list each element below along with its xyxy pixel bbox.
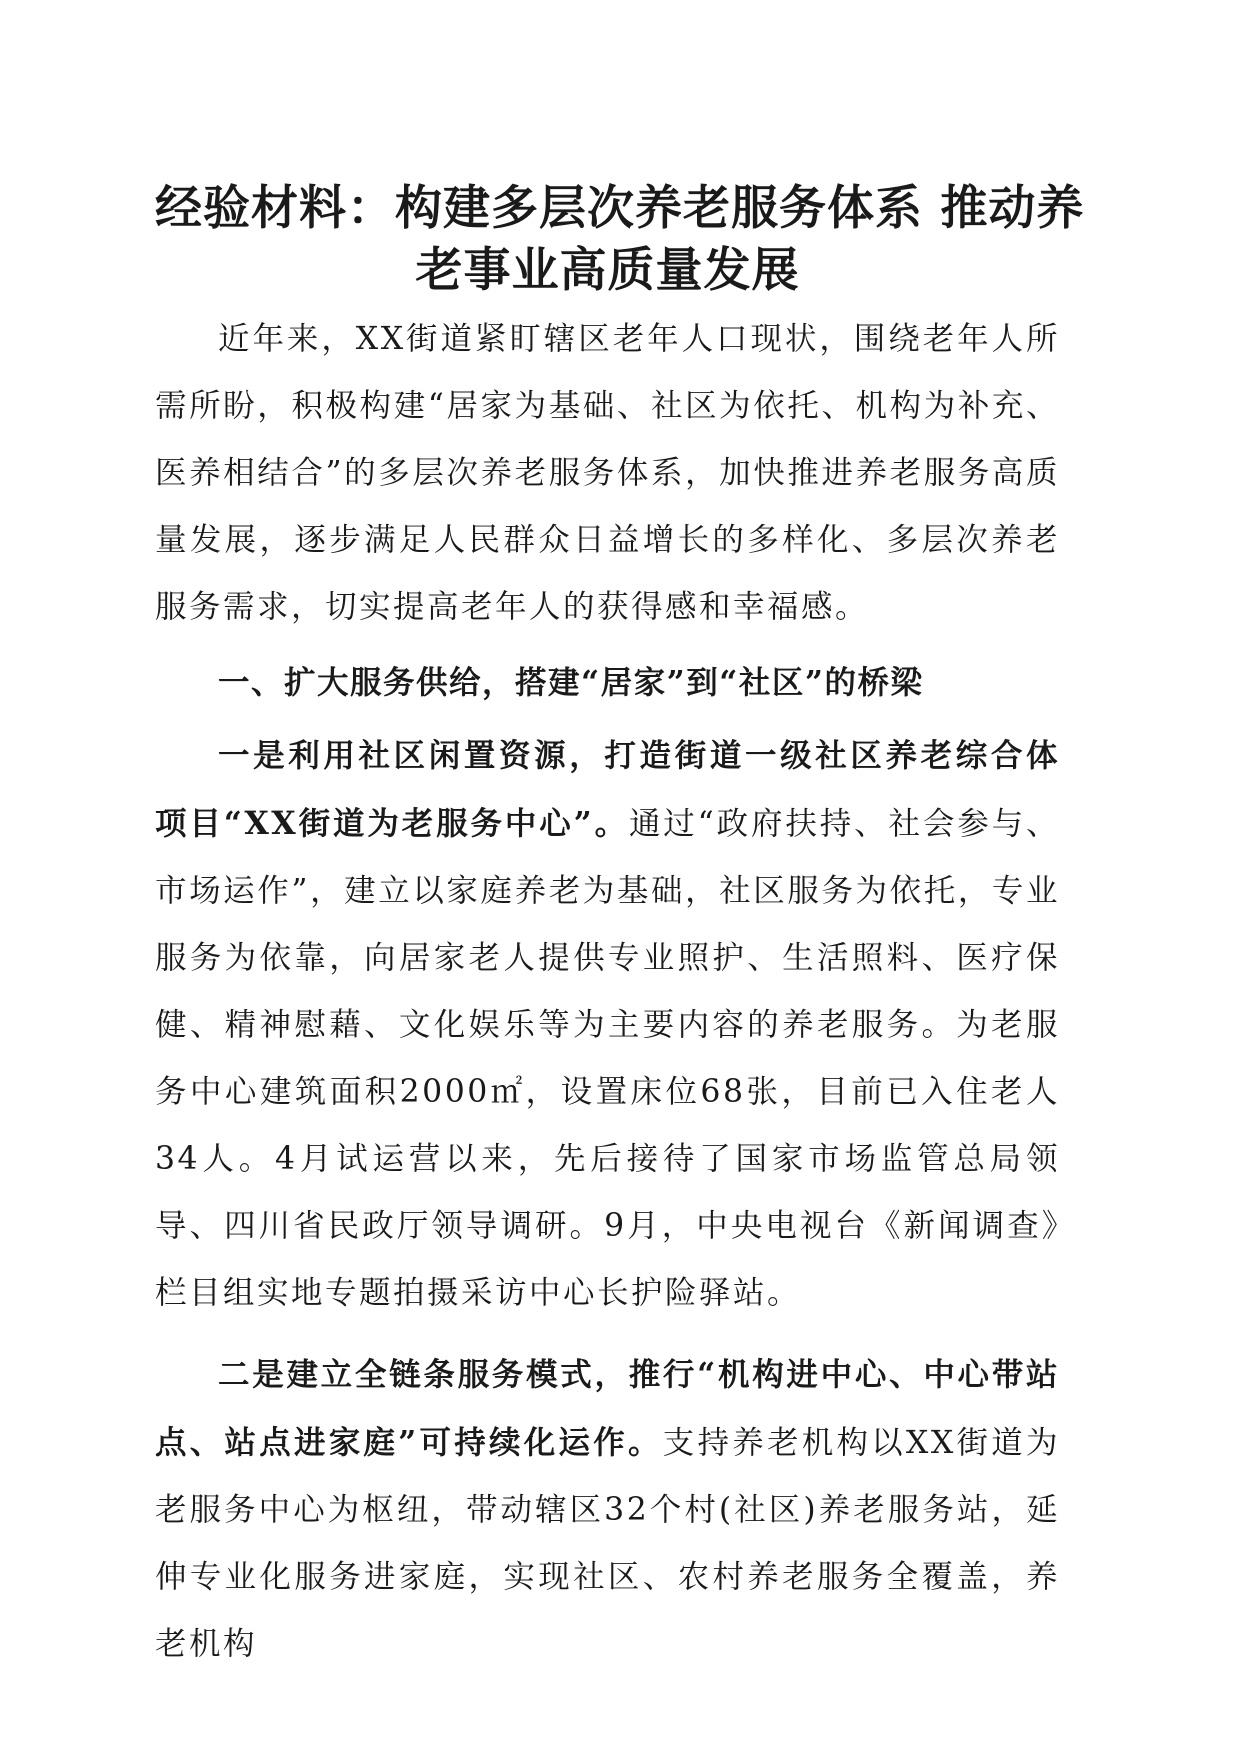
paragraph-1-body: 通过“政府扶持、社会参与、市场运作”，建立以家庭养老为基础，社区服务为依托，专业服务为依靠，向居家老人提供专业照护、生活照料、医疗保健、精神慰藉、文化娱乐等为主要内容的养老服务。为老服务中心建筑面积2000㎡，设置床位68张，目前已入住老人34人。4月试运营以来，先后接待了国家市场监管总局领导、四川省民政厅领导调研。9月，中央电视台《新闻调查》栏目组实地专题拍摄采访中心长护险驿站。 [155,806,1060,1311]
section-heading-1: 一、扩大服务供给，搭建“居家”到“社区”的桥梁 [218,664,924,701]
paragraph-2-lead: 二是建立全链条服务模式，推行“机构进中心、中心带站点、站点进家庭”可持续化运作。 [155,1356,1060,1461]
paragraph-2-body: 支持养老机构以XX街道为老服务中心为枢纽，带动辖区32个村(社区)养老服务站，延伸专业化服务进家庭，实现社区、农村养老服务全覆盖，养老机构 [155,1425,1060,1662]
paragraph-2 [155,1341,1060,1678]
document-page [155,178,1085,1678]
title-line-2: 老事业高质量发展 [415,243,800,298]
paragraph-1 [155,722,1060,1327]
intro-paragraph: 近年来，XX街道紧盯辖区老年人口现状，围绕老年人所需所盼，积极构建“居家为基础、社区为依托、机构为补充、医养相结合”的多层次养老服务体系，加快推进养老服务高质量发展，逐步满足人民群众日益增长的多样化、多层次养老服务需求，切实提高老年人的获得感和幸福感。 [155,321,1060,625]
document-title [155,178,1085,302]
title-line-1: 经验材料：构建多层次养老服务体系 推动养 [155,181,1085,236]
paragraph-1-lead: 一是利用社区闲置资源，打造街道一级社区养老综合体项目“XX街道为老服务中心”。 [155,737,1060,842]
